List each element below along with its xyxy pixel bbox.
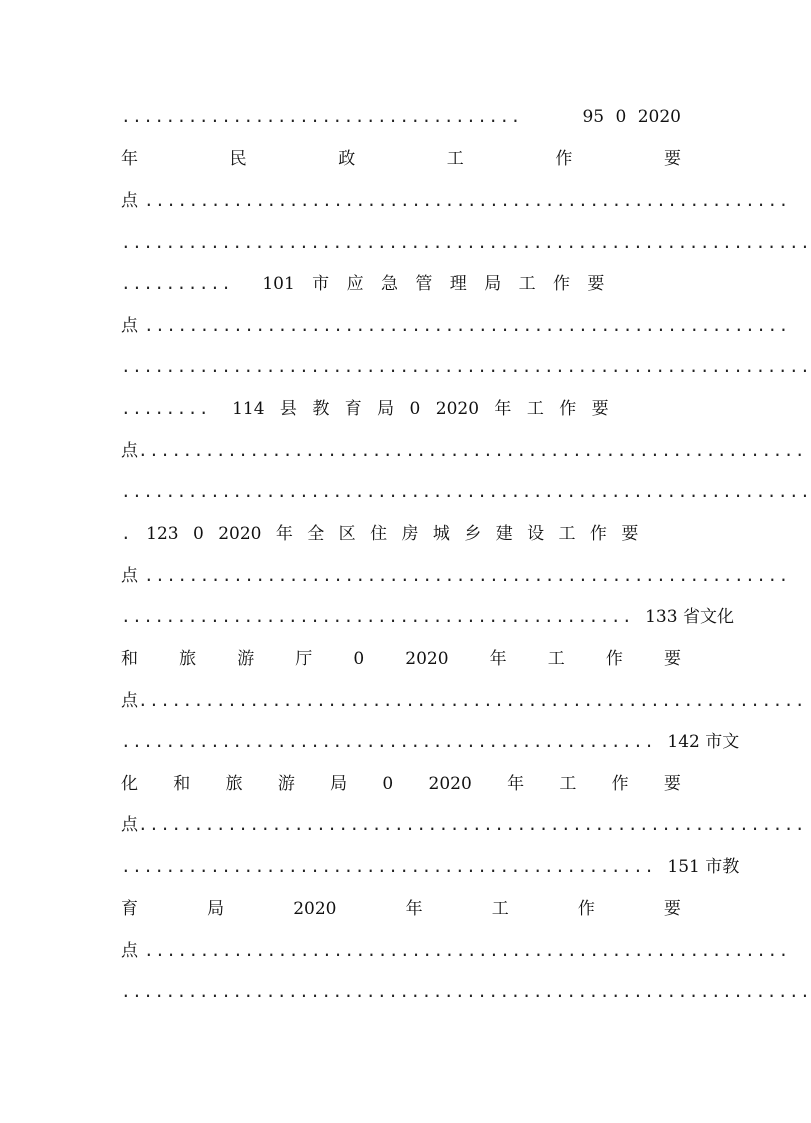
toc-page-entry: 101 市 应 急 管 理 局 工 作 要	[262, 274, 605, 294]
toc-line	[121, 104, 681, 130]
toc-char: 民	[229, 149, 247, 169]
toc-char: 0	[382, 774, 394, 794]
toc-line	[121, 604, 734, 630]
toc-char: 作	[605, 649, 623, 669]
toc-line	[121, 729, 740, 755]
toc-lead-char: 点	[121, 566, 138, 586]
toc-char: 局	[330, 774, 348, 794]
toc-char: 2020	[405, 649, 449, 669]
toc-line	[121, 646, 681, 672]
toc-leader-dots: ....................................	[121, 107, 522, 126]
toc-lead-char: 点	[121, 191, 138, 211]
toc-line	[121, 688, 806, 714]
toc-lead-char: 点	[121, 941, 138, 961]
toc-line	[121, 313, 790, 339]
toc-char: 局	[207, 899, 225, 919]
toc-char: 2020	[428, 774, 472, 794]
toc-char: 工	[559, 774, 577, 794]
toc-char: 工	[446, 149, 464, 169]
toc-line	[121, 979, 811, 1005]
toc-char: 旅	[179, 649, 197, 669]
toc-line	[121, 146, 681, 172]
toc-leader-dots: ..........................................................	[144, 191, 790, 210]
toc-char: 政	[338, 149, 356, 169]
toc-char: 游	[237, 649, 255, 669]
toc-leader-dots: .	[121, 524, 133, 543]
toc-line	[121, 230, 811, 256]
toc-lead-char: 点	[121, 441, 138, 461]
toc-char: 工	[491, 899, 509, 919]
toc-char: 年	[507, 774, 525, 794]
toc-char: 年	[489, 649, 507, 669]
toc-page-entry: 114 县 教 育 局 0 2020 年 工 作 要	[232, 399, 609, 419]
toc-page-entry: 142 市文	[667, 732, 740, 752]
toc-char: 化	[121, 774, 138, 794]
toc-line	[121, 188, 790, 214]
toc-char: 要	[663, 899, 681, 919]
toc-char: 年	[121, 149, 138, 169]
toc-line	[121, 271, 681, 297]
toc-char: 和	[173, 774, 191, 794]
toc-char: 和	[121, 649, 138, 669]
toc-leader-dots: ..............................................................	[121, 482, 811, 501]
toc-leader-dots: ................................................	[121, 857, 656, 876]
toc-char: 0	[353, 649, 365, 669]
toc-char: 厅	[295, 649, 313, 669]
toc-char: 育	[121, 899, 138, 919]
toc-leader-dots: ..............................................................	[121, 982, 811, 1001]
toc-char: 年	[405, 899, 423, 919]
toc-leader-dots: ..............................................................	[121, 233, 811, 252]
toc-char: 要	[663, 649, 681, 669]
toc-line	[121, 938, 790, 964]
toc-line	[121, 563, 790, 589]
toc-line	[121, 396, 681, 422]
toc-leader-dots: ..........................................................	[144, 316, 790, 335]
toc-line	[121, 521, 681, 547]
toc-char: 2020	[293, 899, 337, 919]
toc-leader-dots: ..............................................................	[121, 357, 811, 376]
toc-leader-dots: ..............................................	[121, 607, 634, 626]
toc-char: 游	[277, 774, 295, 794]
toc-leader-dots: ..........................................................	[144, 941, 790, 960]
toc-lead-char: 点	[121, 691, 138, 711]
toc-page-entry: 95 0 2020	[582, 107, 681, 127]
toc-char: 要	[663, 149, 681, 169]
toc-char: 作	[555, 149, 573, 169]
toc-line	[121, 438, 806, 464]
toc-char: 旅	[225, 774, 243, 794]
toc-leader-dots: ..........................................................	[144, 566, 790, 585]
toc-line	[121, 771, 681, 797]
toc-leader-dots: ............................................................	[138, 815, 806, 834]
toc-leader-dots: ............................................................	[138, 691, 806, 710]
toc-line	[121, 354, 811, 380]
toc-lead-char: 点	[121, 316, 138, 336]
toc-char: 作	[577, 899, 595, 919]
toc-leader-dots: ................................................	[121, 732, 656, 751]
toc-char: 工	[547, 649, 565, 669]
toc-line	[121, 896, 681, 922]
toc-page-entry: 151 市教	[667, 857, 740, 877]
toc-leader-dots: ........	[121, 399, 211, 418]
toc-leader-dots: ............................................................	[138, 441, 806, 460]
toc-line	[121, 479, 811, 505]
toc-line	[121, 854, 740, 880]
toc-char: 作	[611, 774, 629, 794]
toc-char: 要	[663, 774, 681, 794]
toc-line	[121, 812, 806, 838]
toc-page-entry: 123 0 2020 年 全 区 住 房 城 乡 建 设 工 作 要	[146, 524, 639, 544]
toc-lead-char: 点	[121, 815, 138, 835]
toc-page-entry: 133 省文化	[645, 607, 734, 627]
toc-leader-dots: ..........	[121, 274, 233, 293]
